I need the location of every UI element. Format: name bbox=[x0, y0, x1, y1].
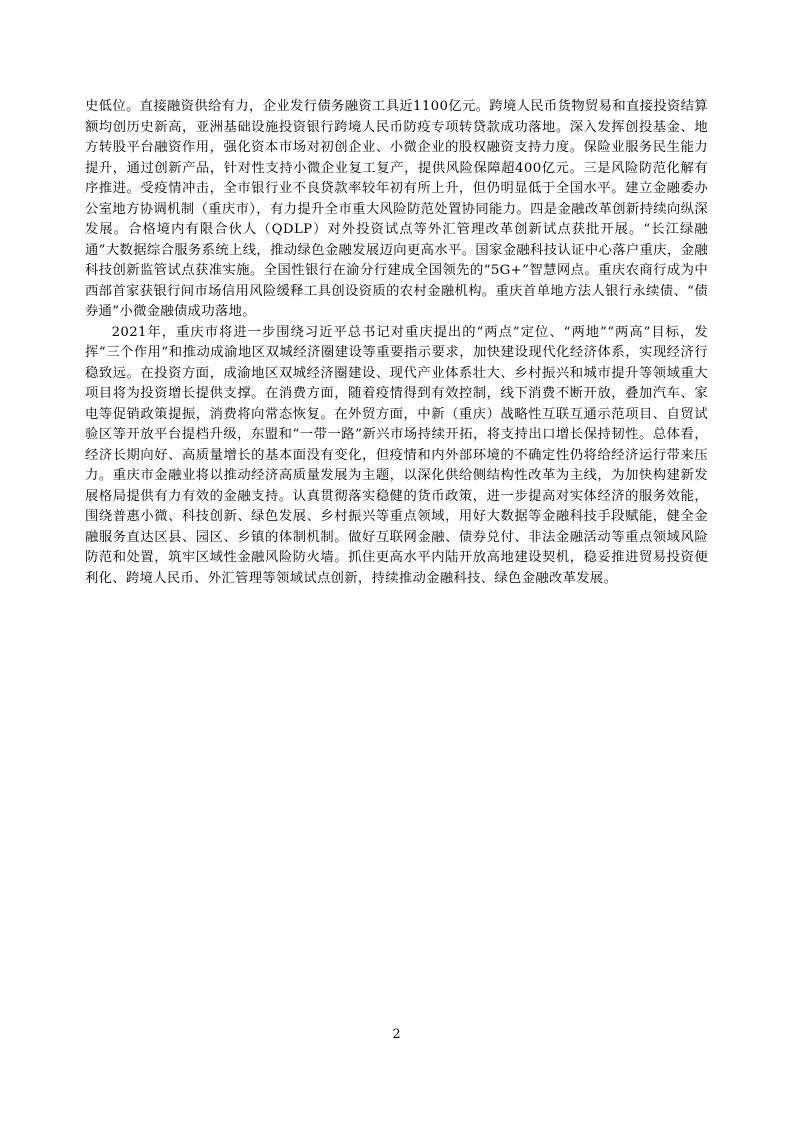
page-number: 2 bbox=[392, 1027, 401, 1042]
paragraph-outlook-2021: 2021年，重庆市将进一步围绕习近平总书记对重庆提出的“两点”定位、“两地”“两高”目标，发挥“三个作用”和推动成渝地区双城经济圈建设等重要指示要求，加快建设现代化经济体系，实现经济行稳致远。在投资方面，成渝地区双城经济圈建设、现代产业体系壮大、乡村振兴和城市提升等领域重大项目将为投资增长提供支撑。在消费方面，随着疫情得到有效控制，线下消费不断开放，叠加汽车、家电等促销政策提振，消费将向常态恢复。在外贸方面，中新（重庆）战略性互联互通示范项目、自贸试验区等开放平台提档升级，东盟和“一带一路”新兴市场持续开拓，将支持出口增长保持韧性。总体看，经济长期向好、高质量增长的基本面没有变化，但疫情和内外部环境的不确定性仍将给经济运行带来压力。重庆市金融业将以推动经济高质量发展为主题，以深化供给侧结构性改革为主线，为加快构建新发展格局提供有力有效的金融支持。认真贯彻落实稳健的货币政策，进一步提高对实体经济的服务效能，围绕普惠小微、科技创新、绿色发展、乡村振兴等重点领域，用好大数据等金融科技手段赋能，健全金融服务直达区县、园区、乡镇的体制机制。做好互联网金融、债券兑付、非法金融活动等重点领域风险防范和处置，筑牢区域性金融风险防火墙。抓住更高水平内陆开放高地建设契机，稳妥推进贸易投资便利化、跨境人民币、外汇管理等领域试点创新，持续推动金融科技、绿色金融改革发展。 bbox=[85, 324, 708, 586]
document-body bbox=[85, 97, 708, 589]
paragraph-continuation: 史低位。直接融资供给有力，企业发行债务融资工具近1100亿元。跨境人民币货物贸易和直接投资结算额均创历史新高，亚洲基础设施投资银行跨境人民币防疫专项转贷款成功落地。深入发挥创投基金、地方转股平台融资作用，强化资本市场对初创企业、小微企业的股权融资支持力度。保险业服务民生能力提升，通过创新产品，针对性支持小微企业复工复产，提供风险保障超400亿元。三是风险防范化解有序推进。受疫情冲击，全市银行业不良贷款率较年初有所上升，但仍明显低于全国水平。建立金融委办公室地方协调机制（重庆市），有力提升全市重大风险防范处置协同能力。四是金融改革创新持续向纵深发展。合格境内有限合伙人（QDLP）对外投资试点等外汇管理改革创新试点获批开展。“长江绿融通”大数据综合服务系统上线，推动绿色金融发展迈向更高水平。国家金融科技认证中心落户重庆，金融科技创新监管试点获准实施。全国性银行在渝分行建成全国领先的“5G+”智慧网点。重庆农商行成为中西部首家获银行间市场信用风险缓释工具创设资质的农村金融机构。重庆首单地方法人银行永续债、“债券通”小微金融债成功落地。 bbox=[85, 99, 708, 319]
